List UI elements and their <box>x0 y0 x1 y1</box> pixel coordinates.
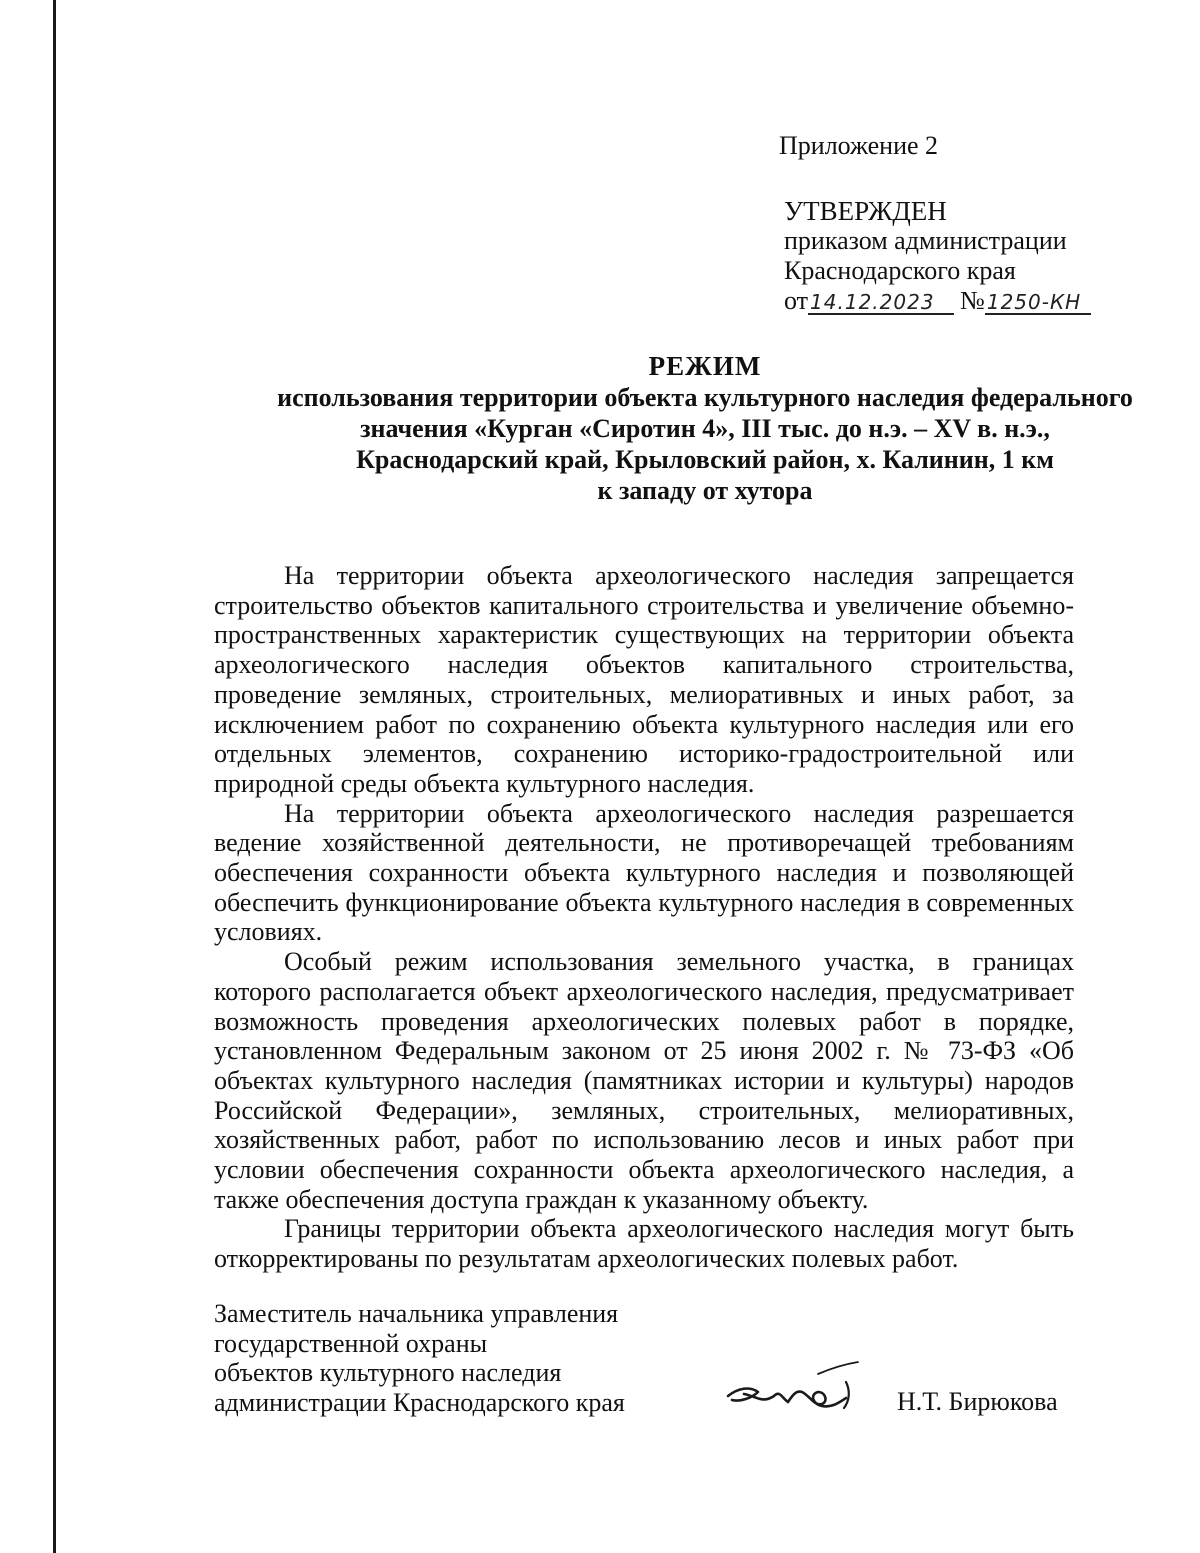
title-line4: к западу от хутора <box>597 476 813 505</box>
title-line2: значения «Курган «Сиротин 4», III тыс. до н.э. – XV в. н.э., <box>360 414 1050 443</box>
body-paragraph-1: На территории объекта археологического наследия запрещается строительство объектов капитального строительства и увеличение объемно-пространственных характеристик существующих на территории объекта археологического наследия объектов капитального строительства, проведение земляных, строительных, мелиоративных и иных работ, за исключением работ по сохранению объекта культурного наследия или его отдельных элементов, сохранению историко-градостроительной или природной среды объекта культурного наследия. <box>214 561 1074 798</box>
title-line1: использования территории объекта культурного наследия федерального <box>277 383 1133 412</box>
handwritten-signature <box>722 1352 862 1422</box>
approval-block <box>784 196 1091 316</box>
signatory-line1: Заместитель начальника управления <box>214 1299 619 1328</box>
signatory-line4: администрации Краснодарского края <box>214 1387 625 1417</box>
annex-label: Приложение 2 <box>779 131 939 160</box>
title-line3: Краснодарский край, Крыловский район, х. Калинин, 1 км <box>356 445 1054 474</box>
body-paragraph-2: На территории объекта археологического наследия разрешается ведение хозяйственной деятельности, не противоречащей требованиям обеспечения сохранности объекта культурного наследия и позволяющей обеспечить функционирование объекта культурного наследия в современных условиях. <box>214 798 1074 947</box>
page-left-edge <box>53 0 56 1553</box>
signatory-name: Н.Т. Бирюкова <box>897 1387 1058 1416</box>
number-prefix: № <box>960 286 985 315</box>
document-title <box>210 351 1200 506</box>
handwritten-date: 14.12.2023 <box>808 291 954 315</box>
signatory-line3: объектов культурного наследия <box>214 1358 562 1387</box>
signatory-line2: государственной охраны <box>214 1328 488 1358</box>
date-prefix: от <box>784 286 809 315</box>
document-body <box>214 561 1074 1274</box>
title-main: РЕЖИМ <box>648 351 762 381</box>
signatory-position <box>214 1299 625 1417</box>
approved-by-line1: приказом администрации <box>784 226 1067 255</box>
order-date-number-line <box>784 286 1091 316</box>
approved-by-line2: Краснодарского края <box>784 256 1016 285</box>
handwritten-number: 1250-КН <box>985 291 1091 315</box>
body-paragraph-3: Особый режим использования земельного участка, в границах которого располагается объект археологического наследия, предусматривает возможность проведения археологических полевых работ в порядке, установленном Федеральным законом от 25 июня 2002 г. № 73-ФЗ «Об объектах культурного наследия (памятниках истории и культуры) народов Российской Федерации», земляных, строительных, мелиоративных, хозяйственных работ, работ по использованию лесов и иных работ при условии обеспечения сохранности объекта археологического наследия, а также обеспечения доступа граждан к указанному объекту. <box>214 947 1074 1214</box>
approved-label: УТВЕРЖДЕН <box>784 196 947 226</box>
body-paragraph-4: Границы территории объекта археологического наследия могут быть откорректированы по результатам археологических полевых работ. <box>214 1214 1074 1274</box>
